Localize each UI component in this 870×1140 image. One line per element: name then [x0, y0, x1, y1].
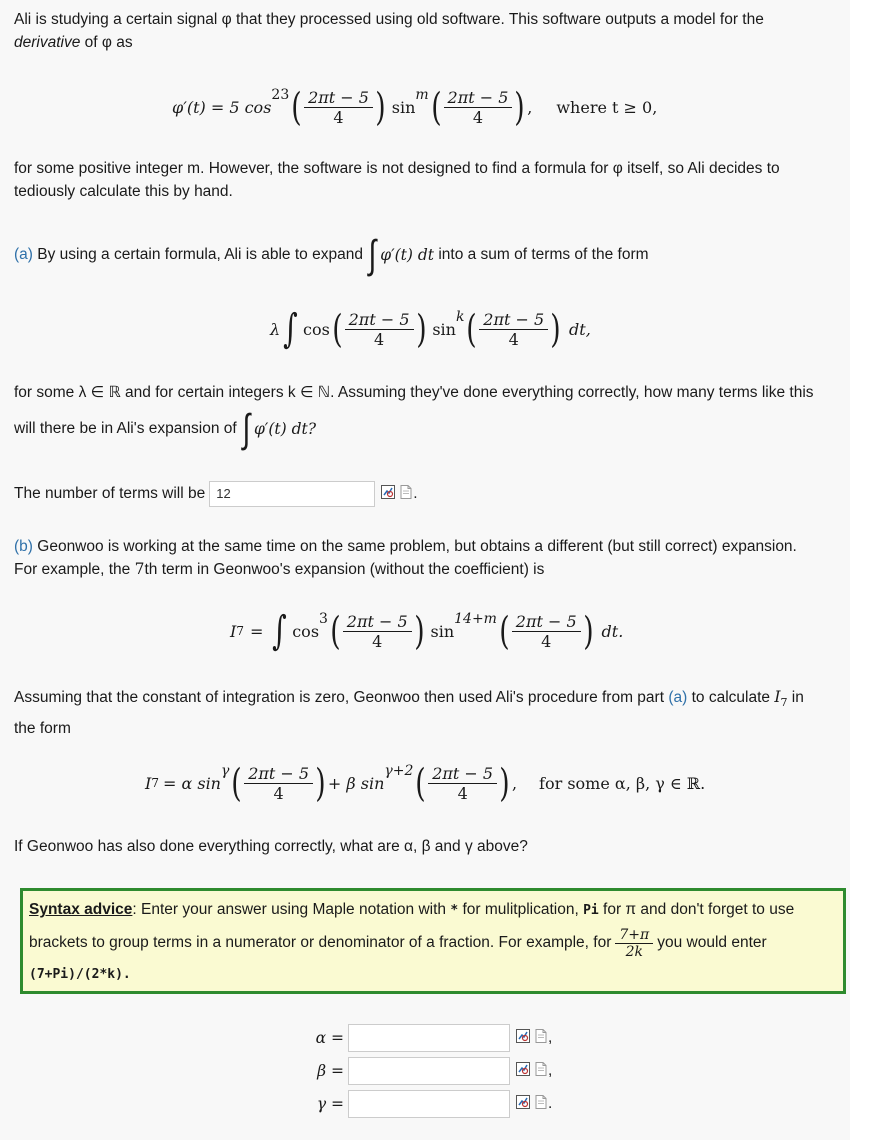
number-of-terms-input[interactable]: 12 [209, 481, 375, 507]
beta-help-doc-icon[interactable] [534, 1062, 548, 1081]
syntax-advice-box: Syntax advice: Enter your answer using Maple notation with * for mulitplication, Pi for π and don't forget to use brackets to group terms in a numerator or denominator of a fraction. For example, for $\frac{7+\pi}{2k}$ you would enter (7+Pi)/(2*k). [20, 888, 846, 994]
gamma-row: γ = . [300, 1090, 552, 1118]
part-a-prompt: (a) By using a certain formula, Ali is able to expand ∫ φ′(t) dt into a sum of terms of the form [14, 233, 649, 277]
syntax-advice-title: Syntax advice [29, 901, 133, 918]
gamma-preview-icon[interactable] [516, 1095, 530, 1114]
beta-row: β = , [300, 1057, 552, 1085]
alpha-input[interactable] [348, 1024, 510, 1052]
part-b-question: If Geonwoo has also done everything correctly, what are α, β and γ above? [14, 838, 528, 855]
part-a-label: (a) [14, 246, 33, 263]
beta-preview-icon[interactable] [516, 1062, 530, 1081]
alpha-preview-icon[interactable] [516, 1029, 530, 1048]
beta-input[interactable] [348, 1057, 510, 1085]
phi-prime-equation: φ′(t) = 5 cos 23 ( $\frac{2\pi t - 5}{4}$ ) sin m ( $\frac{2\pi t - 5}{4}$ ) , where t ≥ 0, [172, 85, 658, 129]
part-a-question-line2: will there be in Ali's expansion of ∫ φ′(t) dt? [14, 407, 317, 451]
part-b-label: (b) [14, 538, 33, 555]
term-form-equation: λ ∫ cos ( $\frac{2\pi t - 5}{4}$ ) sin k ( $\frac{2\pi t - 5}{4}$ ) dt, [270, 306, 591, 352]
preview-icon[interactable] [381, 485, 395, 504]
alpha-help-doc-icon[interactable] [534, 1029, 548, 1048]
beta-label: β = [317, 1062, 344, 1080]
answer-label: The number of terms will be [14, 485, 206, 502]
gamma-label: γ = [316, 1095, 344, 1113]
part-a-answer-row: The number of terms will be 12 . [14, 480, 418, 508]
help-doc-icon[interactable] [399, 485, 413, 504]
part-a-question: for some λ ∈ ℝ and for certain integers k ∈ ℕ. Assuming they've done everything correctly, how many terms like this [14, 384, 814, 401]
alpha-row: α = , [300, 1024, 552, 1052]
part-b-intro: (b) Geonwoo is working at the same time on the same problem, but obtains a different (but still correct) expansion. For example, the 7th term in Geonwoo's expansion (without the coefficient) is [14, 538, 797, 578]
i7-form-equation: I 7 = α sin γ ( $\frac{2\pi t - 5}{4}$ ) + β sin γ+2 ( $\frac{2\pi t - 5}{4}$ ) , for some α, β, γ ∈ ℝ. [145, 761, 706, 805]
gamma-input[interactable] [348, 1090, 510, 1118]
intro-text: Ali is studying a certain signal φ that they processed using old software. This software outputs a model for the derivative of φ as [14, 11, 764, 51]
i7-integral-equation: I 7 = ∫ cos 3 ( $\frac{2\pi t - 5}{4}$ ) sin 14+m ( $\frac{2\pi t - 5}{4}$ ) dt. [230, 608, 624, 654]
gamma-help-doc-icon[interactable] [534, 1095, 548, 1114]
part-b-procedure-text: Assuming that the constant of integration is zero, Geonwoo then used Ali's procedure from part (a) to calculate $I_7$ in the form [14, 688, 804, 738]
context-text: for some positive integer m. However, the software is not designed to find a formula for φ itself, so Ali decides to tediously calculate this by hand. [14, 160, 780, 200]
alpha-label: α = [315, 1029, 344, 1047]
